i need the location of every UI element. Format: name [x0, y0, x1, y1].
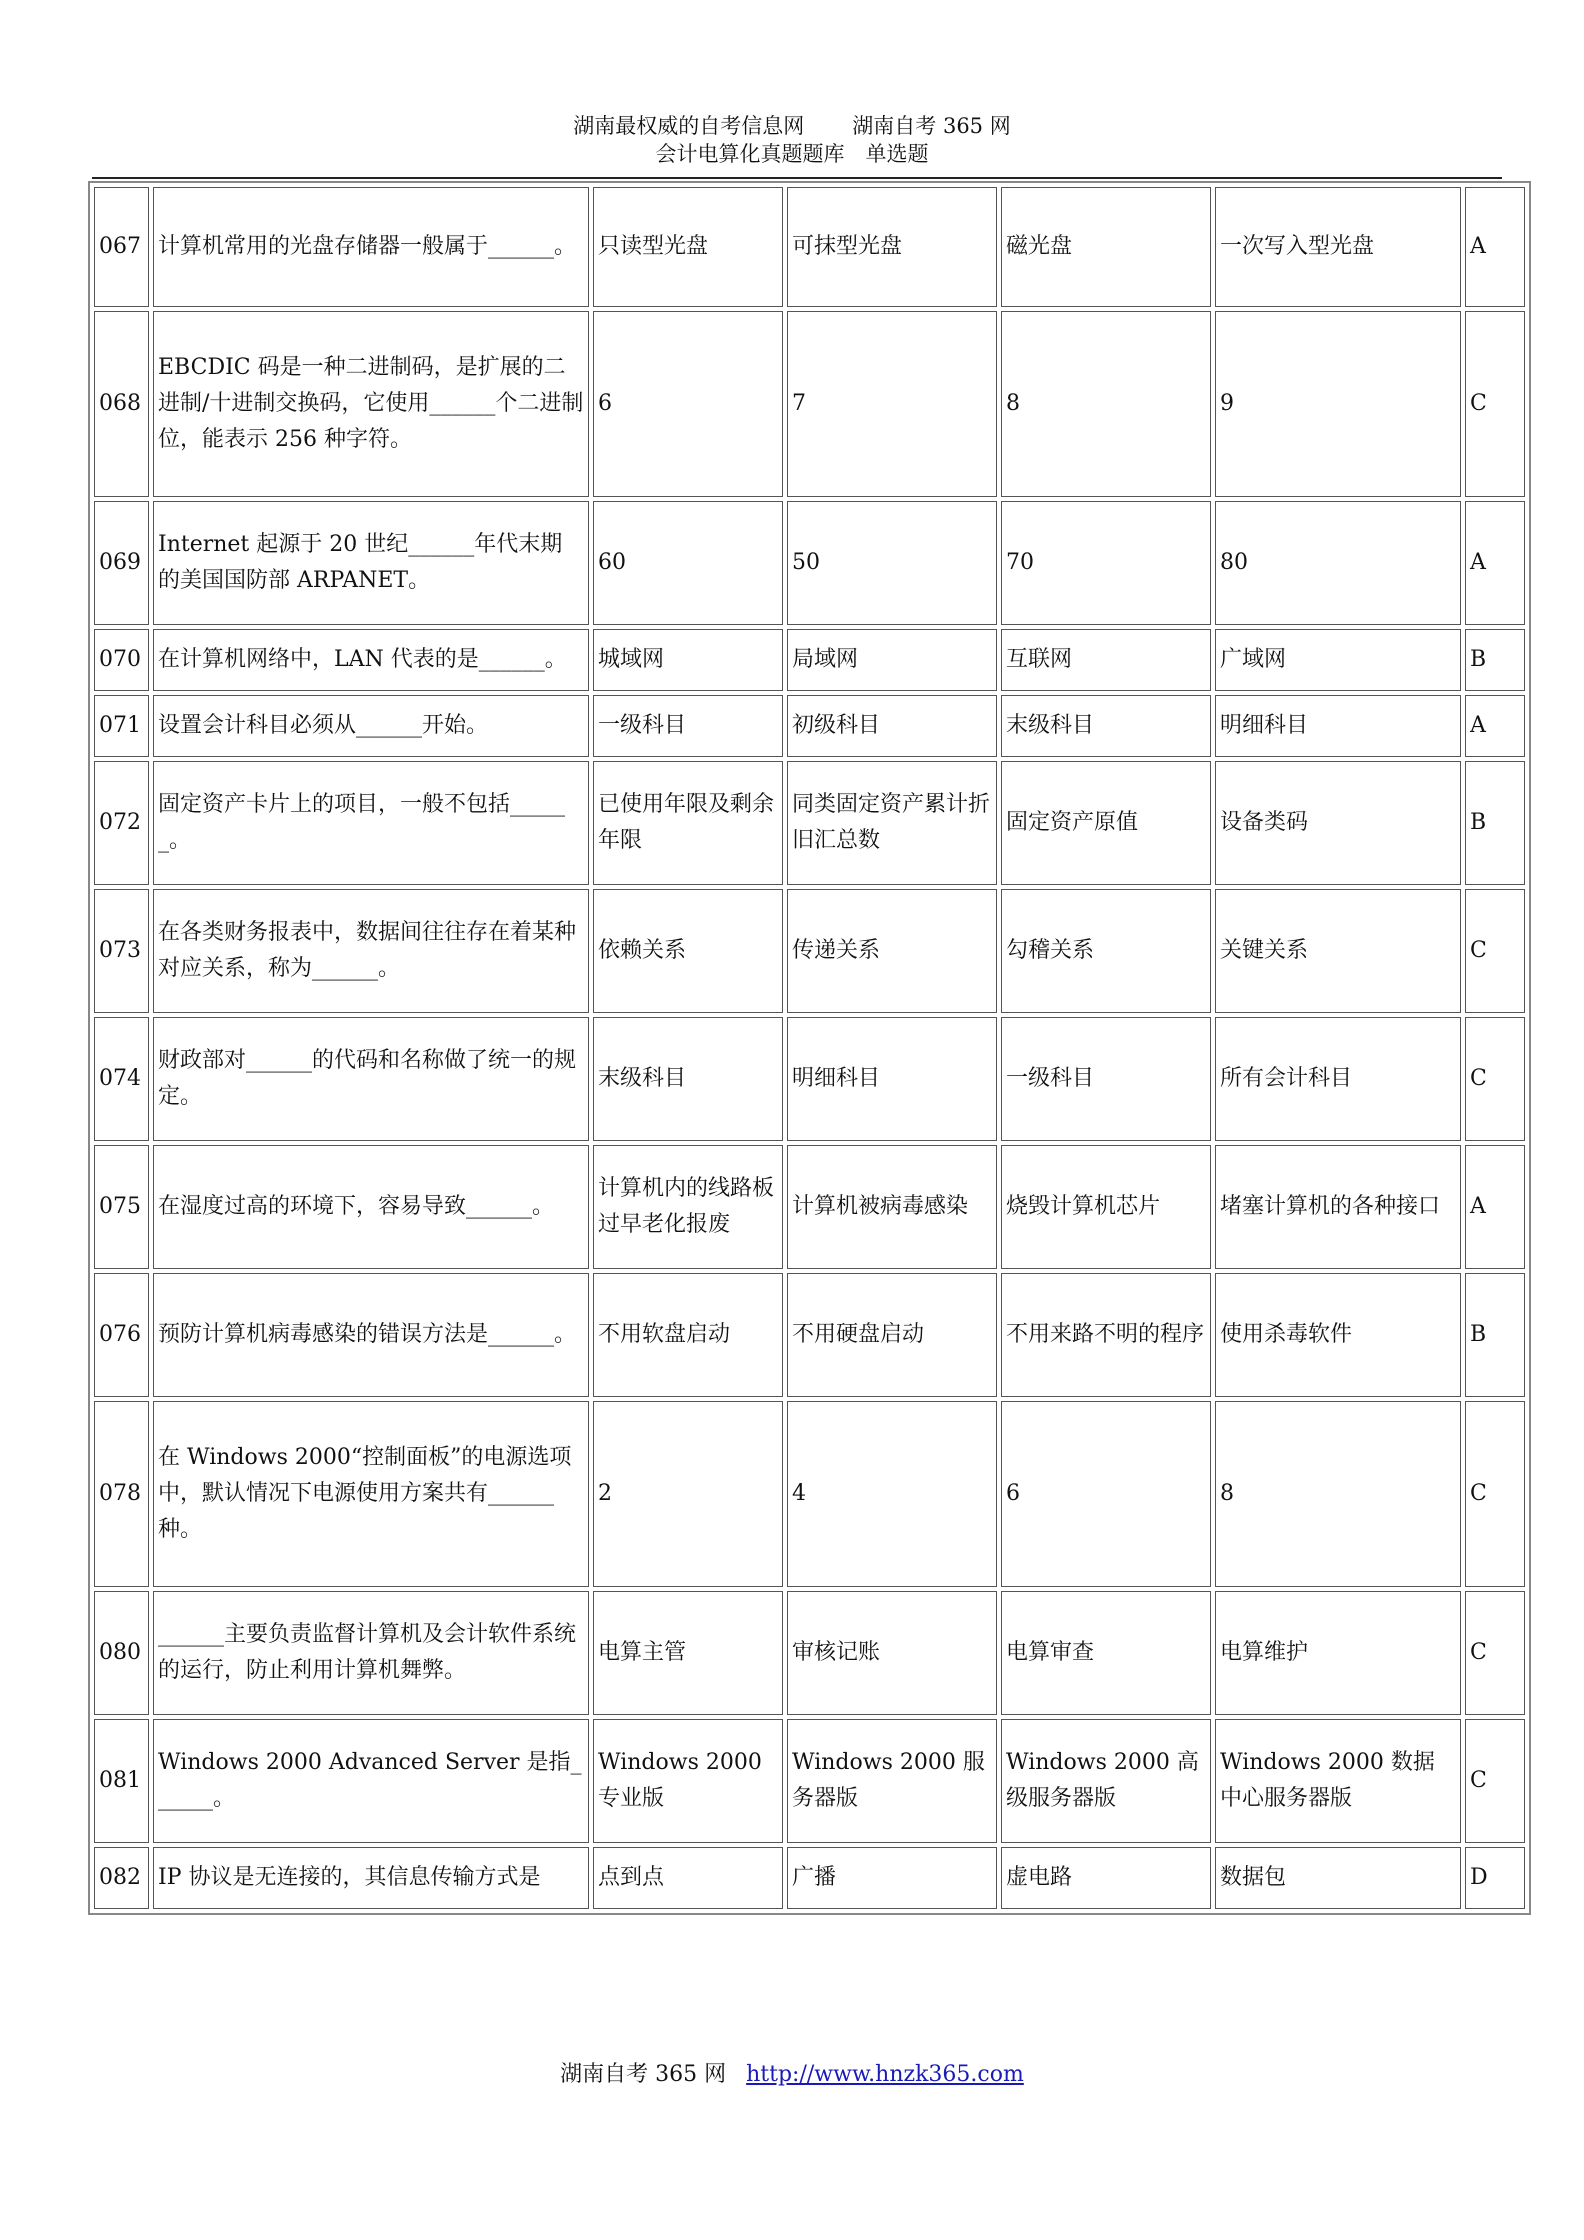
site-name: 湖南最权威的自考信息网: [573, 114, 805, 138]
table-row: [94, 889, 1525, 1013]
option-a: 6: [593, 311, 783, 497]
option-d: 数据包: [1215, 1847, 1461, 1909]
question-number: 081: [94, 1719, 149, 1843]
option-d: 明细科目: [1215, 695, 1461, 757]
option-a: 电算主管: [593, 1591, 783, 1715]
option-d: 设备类码: [1215, 761, 1461, 885]
answer-key: C: [1465, 1401, 1525, 1587]
option-a: 已使用年限及剩余年限: [593, 761, 783, 885]
question-text: 设置会计科目必须从______开始。: [153, 695, 589, 757]
answer-key: C: [1465, 889, 1525, 1013]
option-d: 80: [1215, 501, 1461, 625]
option-d: 电算维护: [1215, 1591, 1461, 1715]
option-b: 广播: [787, 1847, 997, 1909]
option-c: 固定资产原值: [1001, 761, 1211, 885]
option-b: 7: [787, 311, 997, 497]
option-c: 虚电路: [1001, 1847, 1211, 1909]
option-c: 勾稽关系: [1001, 889, 1211, 1013]
question-text: 在 Windows 2000“控制面板”的电源选项中，默认情况下电源使用方案共有______种。: [153, 1401, 589, 1587]
option-b: 不用硬盘启动: [787, 1273, 997, 1397]
option-c: 8: [1001, 311, 1211, 497]
page-footer: [0, 2057, 1584, 2088]
option-c: 一级科目: [1001, 1017, 1211, 1141]
table-row: [94, 1401, 1525, 1587]
option-a: 末级科目: [593, 1017, 783, 1141]
option-b: 4: [787, 1401, 997, 1587]
header-rule: [92, 177, 1502, 179]
option-d: 关键关系: [1215, 889, 1461, 1013]
option-d: Windows 2000 数据中心服务器版: [1215, 1719, 1461, 1843]
option-a: 只读型光盘: [593, 187, 783, 307]
answer-key: D: [1465, 1847, 1525, 1909]
table-row: [94, 695, 1525, 757]
option-a: 2: [593, 1401, 783, 1587]
option-c: 末级科目: [1001, 695, 1211, 757]
option-d: 所有会计科目: [1215, 1017, 1461, 1141]
question-number: 080: [94, 1591, 149, 1715]
question-number: 073: [94, 889, 149, 1013]
question-text: IP 协议是无连接的，其信息传输方式是: [153, 1847, 589, 1909]
option-c: 70: [1001, 501, 1211, 625]
answer-key: C: [1465, 1719, 1525, 1843]
option-b: 计算机被病毒感染: [787, 1145, 997, 1269]
header-line-1: [0, 112, 1584, 140]
answer-key: B: [1465, 629, 1525, 691]
option-d: 使用杀毒软件: [1215, 1273, 1461, 1397]
answer-key: A: [1465, 187, 1525, 307]
option-b: 传递关系: [787, 889, 997, 1013]
option-c: 不用来路不明的程序: [1001, 1273, 1211, 1397]
option-a: 计算机内的线路板过早老化报废: [593, 1145, 783, 1269]
footer-url-link[interactable]: http://www.hnzk365.com: [746, 2062, 1024, 2087]
table-row: [94, 761, 1525, 885]
question-text: ______主要负责监督计算机及会计软件系统的运行，防止利用计算机舞弊。: [153, 1591, 589, 1715]
answer-key: A: [1465, 695, 1525, 757]
option-b: 明细科目: [787, 1017, 997, 1141]
question-number: 075: [94, 1145, 149, 1269]
table-row: [94, 1017, 1525, 1141]
option-d: 堵塞计算机的各种接口: [1215, 1145, 1461, 1269]
answer-key: B: [1465, 761, 1525, 885]
table-row: [94, 187, 1525, 307]
table-row: [94, 501, 1525, 625]
answer-key: A: [1465, 501, 1525, 625]
option-c: 6: [1001, 1401, 1211, 1587]
table-row: [94, 629, 1525, 691]
question-text: 预防计算机病毒感染的错误方法是______。: [153, 1273, 589, 1397]
option-b: 同类固定资产累计折旧汇总数: [787, 761, 997, 885]
question-text: 计算机常用的光盘存储器一般属于______。: [153, 187, 589, 307]
table-row: [94, 311, 1525, 497]
option-d: 9: [1215, 311, 1461, 497]
question-text: Windows 2000 Advanced Server 是指______。: [153, 1719, 589, 1843]
site-brand: 湖南自考 365 网: [852, 114, 1011, 138]
page-subtitle: 会计电算化真题题库 单选题: [655, 142, 929, 166]
table-row: [94, 1847, 1525, 1909]
question-text: 在各类财务报表中，数据间往往存在着某种对应关系，称为______。: [153, 889, 589, 1013]
question-number: 070: [94, 629, 149, 691]
question-number: 082: [94, 1847, 149, 1909]
question-text: 固定资产卡片上的项目，一般不包括______。: [153, 761, 589, 885]
answer-key: B: [1465, 1273, 1525, 1397]
option-b: 50: [787, 501, 997, 625]
question-table-body: [94, 187, 1525, 1909]
question-table: [88, 181, 1531, 1915]
question-text: EBCDIC 码是一种二进制码，是扩展的二进制/十进制交换码，它使用______个二进制位，能表示 256 种字符。: [153, 311, 589, 497]
question-number: 071: [94, 695, 149, 757]
option-d: 广域网: [1215, 629, 1461, 691]
question-number: 067: [94, 187, 149, 307]
option-c: 烧毁计算机芯片: [1001, 1145, 1211, 1269]
option-c: 磁光盘: [1001, 187, 1211, 307]
table-row: [94, 1145, 1525, 1269]
option-b: 局域网: [787, 629, 997, 691]
option-a: 城域网: [593, 629, 783, 691]
answer-key: C: [1465, 311, 1525, 497]
answer-key: C: [1465, 1017, 1525, 1141]
option-a: 不用软盘启动: [593, 1273, 783, 1397]
answer-key: C: [1465, 1591, 1525, 1715]
page-header: [0, 112, 1584, 168]
question-number: 069: [94, 501, 149, 625]
option-d: 8: [1215, 1401, 1461, 1587]
option-a: Windows 2000 专业版: [593, 1719, 783, 1843]
option-b: Windows 2000 服务器版: [787, 1719, 997, 1843]
question-text: 在湿度过高的环境下，容易导致______。: [153, 1145, 589, 1269]
table-row: [94, 1719, 1525, 1843]
question-number: 068: [94, 311, 149, 497]
table-row: [94, 1591, 1525, 1715]
question-number: 074: [94, 1017, 149, 1141]
question-number: 072: [94, 761, 149, 885]
option-b: 审核记账: [787, 1591, 997, 1715]
option-d: 一次写入型光盘: [1215, 187, 1461, 307]
option-c: Windows 2000 高级服务器版: [1001, 1719, 1211, 1843]
question-number: 078: [94, 1401, 149, 1587]
footer-brand: 湖南自考 365 网: [560, 2062, 727, 2087]
answer-key: A: [1465, 1145, 1525, 1269]
option-b: 初级科目: [787, 695, 997, 757]
question-text: 在计算机网络中，LAN 代表的是______。: [153, 629, 589, 691]
question-text: 财政部对______的代码和名称做了统一的规定。: [153, 1017, 589, 1141]
question-table-wrapper: [88, 181, 1531, 1915]
option-a: 点到点: [593, 1847, 783, 1909]
option-c: 电算审查: [1001, 1591, 1211, 1715]
option-b: 可抹型光盘: [787, 187, 997, 307]
option-a: 一级科目: [593, 695, 783, 757]
option-a: 依赖关系: [593, 889, 783, 1013]
question-text: Internet 起源于 20 世纪______年代末期的美国国防部 ARPANET。: [153, 501, 589, 625]
option-c: 互联网: [1001, 629, 1211, 691]
table-row: [94, 1273, 1525, 1397]
question-number: 076: [94, 1273, 149, 1397]
option-a: 60: [593, 501, 783, 625]
